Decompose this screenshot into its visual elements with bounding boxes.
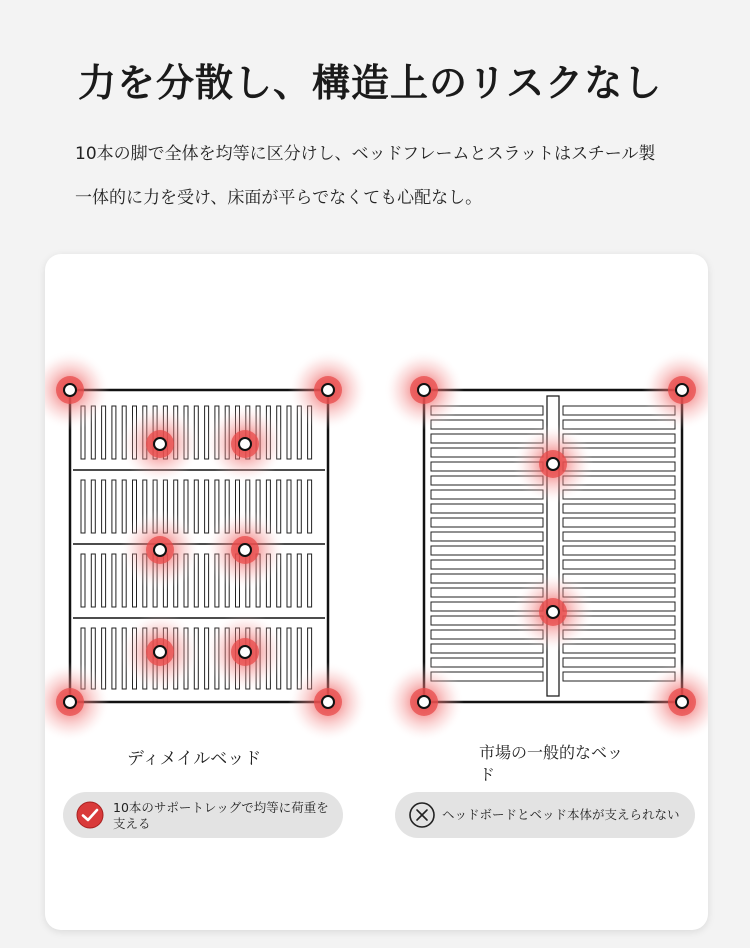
support-point — [418, 384, 430, 396]
left-bed-slat — [297, 480, 301, 533]
comparison-card — [45, 254, 708, 930]
support-point — [676, 696, 688, 708]
right-bed-slat — [431, 658, 543, 667]
left-bed-slat — [91, 554, 95, 607]
support-point — [547, 458, 559, 470]
support-point — [154, 646, 166, 658]
support-point — [64, 384, 76, 396]
support-point — [239, 646, 251, 658]
left-bed-slat — [205, 480, 209, 533]
support-point — [64, 696, 76, 708]
left-bed-slat — [112, 406, 116, 459]
left-bed-slat — [287, 480, 291, 533]
right-bed-slat — [563, 518, 675, 527]
page-title: 力を分散し、構造上のリスクなし — [78, 61, 663, 105]
left-bed-slat — [81, 480, 85, 533]
left-bed-slat — [297, 554, 301, 607]
description-line-1: 10本の脚で全体を均等に区分けし、ベッドフレームとスラットはスチール製 — [75, 144, 656, 164]
right-bed-slat — [431, 504, 543, 513]
left-bed-slat — [287, 628, 291, 689]
support-point — [322, 696, 334, 708]
left-bed-slat — [277, 480, 281, 533]
support-point — [154, 438, 166, 450]
right-bed-slat — [431, 574, 543, 583]
left-caption: ディメイルベッド — [127, 749, 262, 769]
right-bed-slat — [431, 644, 543, 653]
left-bed-slat — [102, 406, 106, 459]
right-bed-slat — [431, 532, 543, 541]
right-badge — [395, 792, 695, 838]
support-point — [239, 544, 251, 556]
right-bed-slat — [563, 574, 675, 583]
right-bed-slat — [431, 518, 543, 527]
right-caption: 市場の一般的なベッド — [479, 743, 624, 784]
support-point — [676, 384, 688, 396]
left-bed-slat — [112, 554, 116, 607]
cross-circle-icon — [407, 800, 437, 830]
right-bed-slat — [431, 546, 543, 555]
right-bed-slat — [563, 504, 675, 513]
left-bed-slat — [308, 554, 312, 607]
description-line-2: 一体的に力を受け、床面が平らでなくても心配なし。 — [75, 188, 483, 208]
support-point — [154, 544, 166, 556]
left-bed-slat — [112, 628, 116, 689]
right-badge-text: ヘッドボードとベッド本体が支えられない — [442, 807, 680, 822]
left-bed-slat — [122, 480, 126, 533]
left-badge-text: 10本のサポートレッグで均等に荷重を支える — [113, 800, 329, 831]
left-badge — [63, 792, 343, 838]
support-point — [322, 384, 334, 396]
right-bed-slat — [563, 546, 675, 555]
support-point — [547, 606, 559, 618]
right-bed-slat — [563, 560, 675, 569]
check-circle-icon — [75, 800, 105, 830]
left-bed-slat — [102, 554, 106, 607]
left-bed-slat — [308, 480, 312, 533]
left-bed-slat — [91, 480, 95, 533]
left-bed-slat — [287, 406, 291, 459]
right-bed-slat — [431, 560, 543, 569]
left-bed-slat — [112, 480, 116, 533]
left-bed-slat — [287, 554, 291, 607]
right-bed-slat — [563, 644, 675, 653]
right-bed-slat — [563, 658, 675, 667]
support-point — [418, 696, 430, 708]
support-point — [239, 438, 251, 450]
left-bed-slat — [102, 480, 106, 533]
left-bed-slat — [194, 480, 198, 533]
left-bed-slat — [81, 554, 85, 607]
right-bed-slat — [563, 532, 675, 541]
